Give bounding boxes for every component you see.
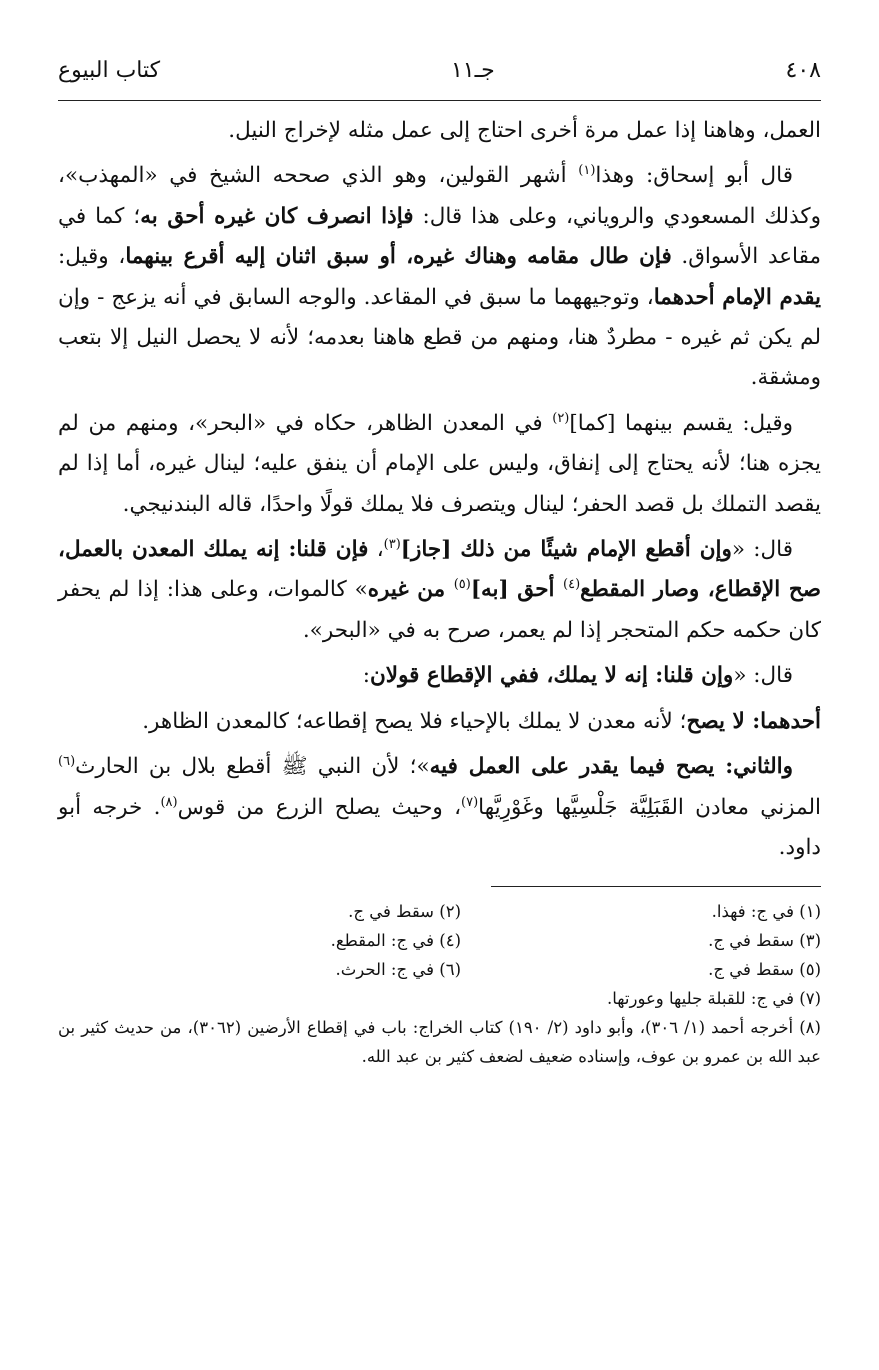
footnote-1: (١) في ج: فهذا. [711, 902, 821, 922]
bold-run: فإن قلنا: إنه يملك المعدن بالعمل، صح الإقطاع، وصار المقطع [58, 537, 821, 603]
text-run: قال: « [731, 537, 793, 563]
text-run: ؛ لأنه معدن لا يملك بالإحياء فلا يصح إقطاعه؛ كالمعدن الظاهر. [142, 708, 687, 734]
footnote-ref[interactable]: (٨) [160, 794, 178, 810]
text-run: ؛ كما في مقاعد الأسواق. [58, 203, 822, 270]
book-title: كتاب البيوع [58, 58, 161, 83]
running-header [58, 56, 821, 96]
footnote-ref[interactable]: (٦) [58, 753, 76, 769]
footnote-ref[interactable]: (٧) [461, 794, 479, 810]
bold-run: وإن قلنا: إنه لا يملك، ففي الإقطاع قولان [370, 663, 734, 689]
footnote-grid [58, 897, 821, 984]
text-run: . خرجه أبو داود. [58, 794, 821, 860]
paragraph-7 [58, 747, 821, 868]
text-run: ، وتوجيههما ما سبق في المقاعد. والوجه السابق في أنه يزعج - وإن لم يكن ثم غيره - مطردٌ هنا، ومنهم من قطع هاهنا بعدمه؛ لأنه لا يحصل النيل إلا بتعب ومشقة. [58, 284, 821, 391]
bold-run: فإن طال مقامه وهناك غيره، أو سبق اثنان إليه أقرع بينهما [125, 244, 672, 270]
footnote-rule [491, 886, 821, 887]
header-rule [58, 100, 821, 101]
text-run: : [362, 663, 371, 689]
footnote-5: (٥) سقط في ج. [708, 960, 821, 980]
text-run: وقيل: يقسم بينهما [كما] [569, 410, 793, 436]
footnote-2: (٢) سقط في ج. [348, 902, 461, 922]
paragraph-3 [58, 404, 821, 525]
page-number: ٤٠٨ [785, 58, 821, 83]
bold-run: يقدم الإمام أحدهما [653, 284, 821, 310]
footnote-3: (٣) سقط في ج. [708, 931, 821, 951]
footnote-ref[interactable]: (٢) [552, 410, 570, 426]
text-run: ، وقيل: [58, 244, 126, 270]
footnote-ref[interactable]: (٥) [453, 577, 471, 593]
bold-run: أحق [به] [470, 577, 564, 603]
bold-run: من غيره [367, 577, 454, 603]
bold-run: والثاني: يصح فيما يقدر على العمل فيه [429, 754, 793, 780]
main-text [58, 111, 821, 868]
text-run: العمل، وهاهنا إذا عمل مرة أخرى احتاج إلى عمل مثله لإخراج النيل. [228, 118, 821, 143]
footnote-ref[interactable]: (٣) [383, 536, 401, 552]
footnote-ref[interactable]: (١) [578, 163, 596, 179]
bold-run: فإذا انصرف كان غيره أحق به [140, 203, 414, 229]
text-run: قال: « [733, 663, 793, 689]
footnote-ref[interactable]: (٤) [563, 577, 581, 593]
text-run: في المعدن الظاهر، حكاه في «البحر»، ومنهم من لم يجزه هنا؛ لأنه يحتاج إلى إنفاق، وليس على الإمام أن ينفق عليه؛ لينال غيره، أما إذا لم يقصد التملك بل قصد الحفر؛ لينال ويتصرف فلا يملك قولًا واحدًا، قاله البندنيجي. [58, 410, 821, 517]
paragraph-2 [58, 156, 821, 398]
text-run: »؛ لأن النبي ﷺ أقطع بلال بن الحارث [75, 754, 430, 780]
text-run: » كالموات، وعلى هذا: إذا لم يحفر كان حكمه حكم المتحجر إذا لم يعمر، صرح به في «البحر». [58, 577, 821, 643]
paragraph-6 [58, 702, 821, 742]
text-run: أشهر القولين، وهو الذي صححه الشيخ في «المهذب»، وكذلك المسعودي والروياني، وعلى هذا قال: [58, 163, 821, 229]
text-run: قال أبو إسحاق: وهذا [595, 163, 793, 189]
text-run: ، [368, 537, 384, 563]
footnote-4: (٤) في ج: المقطع. [330, 931, 461, 951]
footnotes [58, 897, 821, 1071]
page [58, 56, 821, 1340]
volume-label: جـ١١ [450, 58, 495, 83]
paragraph-1 [58, 111, 821, 151]
bold-run: أحدهما: لا يصح [686, 708, 821, 734]
text-run: المزني معادن القَبَلِيَّة جَلْسِيَّها وغَوْرِيَّها [478, 794, 821, 820]
footnote-8: (٨) أخرجه أحمد (١/ ٣٠٦)، وأبو داود (٢/ ١٩٠) كتاب الخراج: باب في إقطاع الأرضين (٣٠٦٢)، من حديث كثير بن عبد الله بن عمرو بن عوف، وإسناده ضعيف لضعف كثير بن عبد الله. [58, 1018, 821, 1067]
paragraph-5 [58, 656, 821, 696]
paragraph-4 [58, 530, 821, 651]
text-run: ، وحيث يصلح الزرع من قوس [177, 794, 462, 820]
footnote-7: (٧) في ج: للقبلة جليها وعورتها. [607, 989, 821, 1009]
footnote-6: (٦) في ج: الحرث. [335, 960, 461, 980]
bold-run: وإن أقطع الإمام شيئًا من ذلك [جاز] [400, 537, 732, 563]
